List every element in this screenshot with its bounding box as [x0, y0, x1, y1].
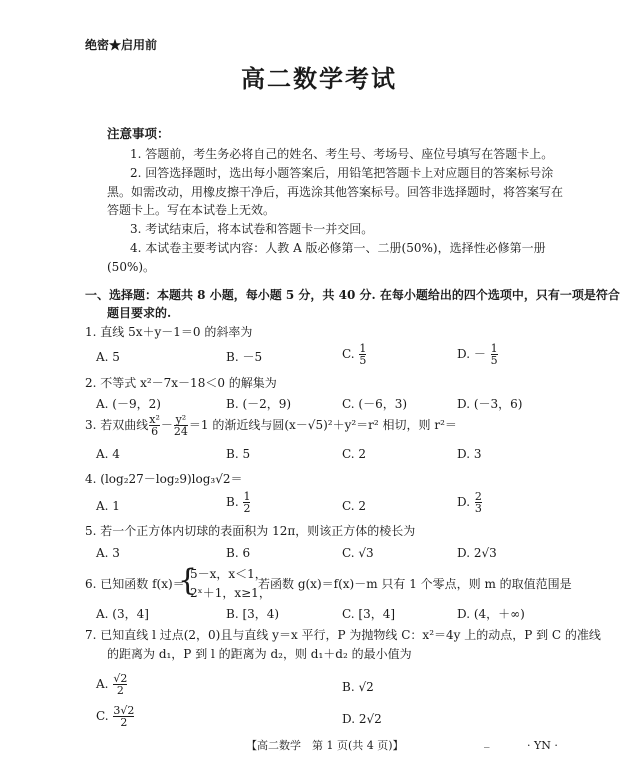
q7-option-b: B. √2 [342, 680, 374, 694]
q5-option-c: C. √3 [342, 546, 374, 560]
q6-case-2: 2ˣ＋1，x≥1， [190, 586, 271, 600]
q4-option-c: C. 2 [342, 499, 367, 513]
fraction-numerator: 3√2 [113, 704, 135, 717]
q7-option-a-label: A. [96, 677, 109, 691]
q2-option-a: A. (－9，2) [96, 397, 161, 411]
q3-stem-suffix: ＝1 的渐近线与圆(x－√5)²＋y²＝r² 相切，则 r²＝ [188, 418, 457, 432]
q4-option-b-label: B. [226, 495, 239, 509]
fraction-numerator: y² [175, 413, 187, 426]
q7-option-c [96, 705, 135, 728]
fraction-denominator: 24 [173, 425, 188, 438]
q7-stem-line-2: 的距离为 d₁，P 到 l 的距离为 d₂，则 d₁＋d₂ 的最小值为 [107, 647, 412, 661]
q6-brace: { [178, 563, 198, 598]
q7-option-a-fraction [113, 673, 127, 696]
q7-option-c-label: C. [96, 709, 109, 723]
q1-option-d-label: D. － [457, 347, 486, 361]
q7-option-a [96, 673, 128, 696]
q4-option-d [457, 491, 483, 514]
q4-stem: 4. (log₂27－log₂9)log₃√2＝ [85, 472, 243, 486]
q3-option-c: C. 2 [342, 447, 367, 461]
note-2-line-2: 黑。如需改动，用橡皮擦干净后，再选涂其他答案标号。回答非选择题时，将答案写在 [107, 185, 564, 199]
fraction-numerator: 2 [474, 490, 482, 503]
q2-option-d: D. (－3，6) [457, 397, 523, 411]
fraction-numerator: 1 [359, 342, 367, 355]
q1-option-d-fraction [491, 343, 498, 366]
q4-option-b-fraction [243, 491, 250, 514]
q4-option-d-label: D. [457, 495, 471, 509]
q6-option-c: C. [3，4] [342, 607, 396, 621]
q1-option-c-fraction [359, 343, 366, 366]
q3-option-b: B. 5 [226, 447, 251, 461]
q5-option-d: D. 2√3 [457, 546, 497, 560]
fraction-numerator: 1 [243, 490, 251, 503]
page-title: 高二数学考试 [241, 65, 397, 93]
q4-option-d-fraction [475, 491, 482, 514]
q3-option-a: A. 4 [96, 447, 120, 461]
q6-stem-prefix: 6. 已知函数 f(x)＝ [85, 577, 185, 591]
q7-stem-line-1: 7. 已知直线 l 过点(2，0)且与直线 y＝x 平行，P 为抛物线 C：x²＝4y 上的动点，P 到 C 的准线 [85, 628, 601, 642]
q1-stem: 1. 直线 5x＋y－1＝0 的斜率为 [85, 325, 253, 339]
notes-heading: 注意事项： [107, 126, 170, 141]
fraction-denominator: 5 [359, 354, 367, 367]
q3-fraction-2 [174, 414, 188, 437]
note-1: 1. 答题前，考生务必将自己的姓名、考生号、考场号、座位号填写在答题卡上。 [130, 147, 554, 161]
q1-option-c [342, 343, 367, 366]
q7-option-d: D. 2√2 [342, 712, 382, 726]
note-2-line-3: 答题卡上。写在本试卷上无效。 [107, 203, 276, 217]
fraction-denominator: 6 [151, 425, 159, 438]
q6-case-1: 5－x，x＜1， [190, 567, 267, 581]
q3-option-d: D. 3 [457, 447, 482, 461]
q2-stem: 2. 不等式 x²－7x－18＜0 的解集为 [85, 376, 277, 390]
fraction-denominator: 2 [120, 716, 128, 729]
q5-option-a: A. 3 [96, 546, 120, 560]
note-4-line-1: 4. 本试卷主要考试内容：人教 A 版必修第一、二册(50%)，选择性必修第一册 [130, 241, 546, 255]
q3-fraction-1 [149, 414, 160, 437]
secret-label: 绝密★启用前 [85, 38, 158, 52]
q6-stem-suffix: 若函数 g(x)＝f(x)－m 只有 1 个零点，则 m 的取值范围是 [258, 577, 572, 591]
note-4-line-2: (50%)。 [107, 260, 156, 274]
footer-dash: _ [484, 735, 490, 748]
fraction-numerator: x² [149, 413, 160, 426]
note-2-line-1: 2. 回答选择题时，选出每小题答案后，用铅笔把答题卡上对应题目的答案标号涂 [130, 166, 554, 180]
q6-option-a: A. (3，4] [96, 607, 149, 621]
q1-option-d [457, 343, 499, 366]
section-heading-line-2: 题目要求的. [107, 306, 172, 320]
q7-option-c-fraction [113, 705, 134, 728]
q4-option-b [226, 491, 251, 514]
fraction-denominator: 2 [116, 684, 124, 697]
section-heading-line-1: 一、选择题：本题共 8 小题，每小题 5 分，共 40 分. 在每小题给出的四个选项中，只有一项是符合 [85, 288, 620, 302]
q3-minus: － [160, 418, 173, 432]
fraction-numerator: 1 [490, 342, 498, 355]
q1-option-c-label: C. [342, 347, 355, 361]
q2-option-c: C. (－6，3) [342, 397, 408, 411]
q5-option-b: B. 6 [226, 546, 251, 560]
fraction-denominator: 3 [474, 502, 482, 515]
fraction-denominator: 2 [243, 502, 251, 515]
q2-option-b: B. (－2，9) [226, 397, 292, 411]
q6-option-b: B. [3，4) [226, 607, 280, 621]
q3-stem-prefix: 3. 若双曲线 [85, 418, 149, 432]
footer-code: · YN · [527, 739, 558, 752]
q3-stem [85, 414, 457, 437]
footer-page-info: 【高二数学 第 1 页(共 4 页)】 [246, 739, 404, 752]
q1-option-a: A. 5 [96, 350, 120, 364]
fraction-denominator: 5 [490, 354, 498, 367]
q6-option-d: D. (4，＋∞) [457, 607, 525, 621]
q4-option-a: A. 1 [96, 499, 120, 513]
q5-stem: 5. 若一个正方体内切球的表面积为 12π，则该正方体的棱长为 [85, 524, 416, 538]
q1-option-b: B. －5 [226, 350, 263, 364]
note-3: 3. 考试结束后，将本试卷和答题卡一并交回。 [130, 222, 374, 236]
fraction-numerator: √2 [113, 672, 128, 685]
